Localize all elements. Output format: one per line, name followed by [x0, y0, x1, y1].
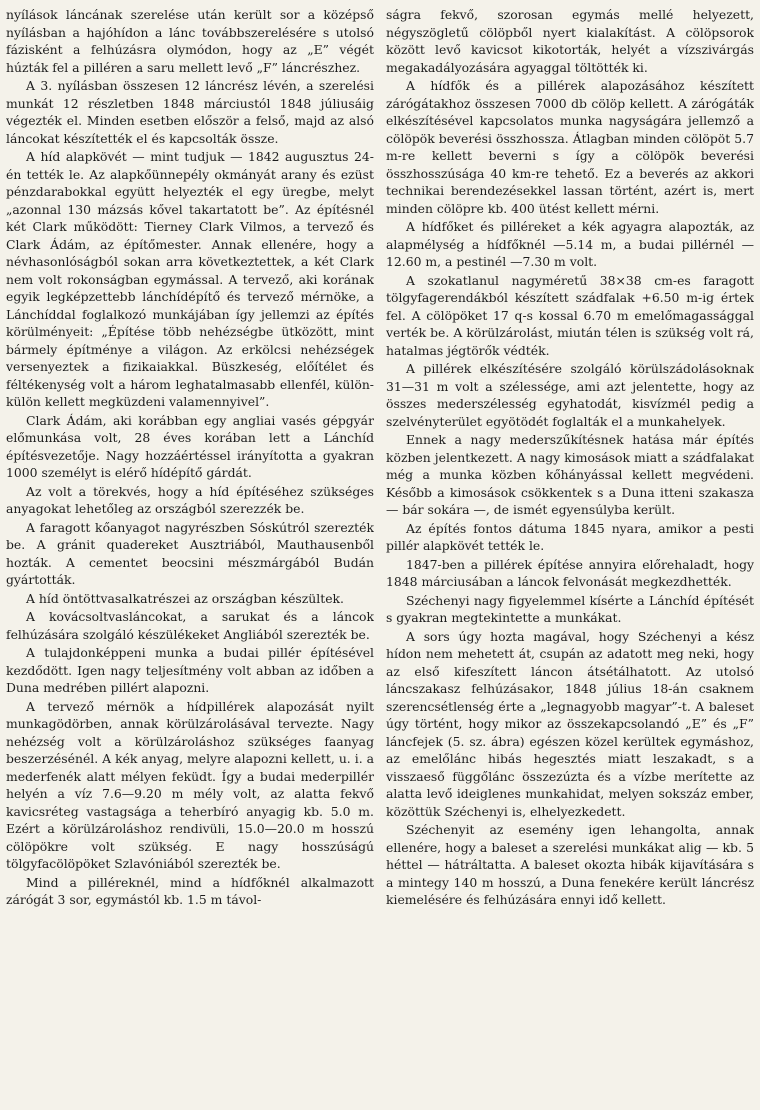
- paragraph: A szokatlanul nagyméretű 38×38 cm-es faragott tölgyfagerendákból készített szádfalak +6.50 m-ig értek fel. A cölöpöket 17 q-s kossal 6.70 m emelőmagassággal verték be. A körülzárolást, miután télen is szükség volt rá, hatalmas jégtörők védték.: [386, 272, 754, 358]
- paragraph: ságra fekvő, szorosan egymás mellé helyezett, négyszögletű cölöpből nyert kialakítást. A cölöpsorok között levő kavicsot kikotorták, helyét a vízszivárgás megakadályozására agyaggal töltötték ki.: [386, 7, 754, 75]
- paragraph: Clark Ádám, aki korábban egy angliai vasés gépgyár előmunkása volt, 28 éves korában lett a Lánchíd építésvezetője. Nagy hozzáértéssel irányította a gyakran 1000 személyt is elérő hídépítő gárdát.: [6, 412, 374, 480]
- paragraph: A 3. nyílásban összesen 12 láncrész lévén, a szerelési munkát 12 részletben 1848 márciustól 1848 júliusáig végezték el. Minden esetben először a felső, majd az alsó láncokat készítették el és kapcsolták össze.: [6, 78, 374, 146]
- paragraph: A pillérek elkészítésére szolgáló körülszádolásoknak 31—31 m volt a szélessége, ami azt jelentette, hogy az összes mederszélesség egyhatodát, kisvízmél pedig a szelvényterület egyötödét foglalták el a munkahelyek.: [386, 361, 754, 429]
- paragraph: nyílások láncának szerelése után került sor a középső nyílásban a hajóhídon a lánc továbbszerelésére s utolsó fázisként a felhúzásra olymódon, hogy az „E” végét húzták fel a pilléren a saru mellett levő „F” láncrészhez.: [6, 7, 374, 75]
- paragraph: A tervező mérnök a hídpillérek alapozását nyilt munkagödörben, annak körülzárolásával tervezte. Nagy nehézség volt a körülzároláshoz szükséges faanyag beszerzésénél. A kék anyag, melyre alapozni kellett, u. i. a mederfenék alatt mélyen feküdt. Így a budai mederpillér helyén a víz 7.6—9.20 m mély volt, az alatta fekvő kavicsréteg vastagsága a teherbíró anyagig kb. 5.0 m. Ezért a körülzároláshoz rendivüli, 15.0—20.0 m hosszú cölöpökre volt szükség. E nagy hosszúságú tölgyfacölöpöket Szlavóniából szerezték be.: [6, 698, 374, 871]
- paragraph: A sors úgy hozta magával, hogy Széchenyi a kész hídon nem mehetett át, csupán az adatott meg neki, hogy az első kifeszített láncon átsétálhatott. Az utolsó láncszakasz felhúzásakor, 1848 július 18-án csaknem szerencsétlenség érte a „legnagyobb magyar”-t. A baleset úgy történt, hogy mikor az összekapcsolandó „E” és „F” láncfejek (5. sz. ábra) egészen közel kerültek egymáshoz, az emelőlánc hibás hegesztés miatt leszakadt, s a visszaeső függőlánc összezúzta és a vízbe merítette az alatta levő ideiglenes munkahidat, melyen sokszáz ember, közöttük Széchenyi is, elhelyezkedett.: [386, 628, 754, 819]
- paragraph: A hídfőket és pilléreket a kék agyagra alapozták, az alapmélység a hídfőknél —5.14 m, a budai pillérnél —12.60 m, a pestinél —7.30 m volt.: [386, 219, 754, 269]
- paragraph: Mind a pilléreknél, mind a hídfőknél alkalmazott zárógát 3 sor, egymástól kb. 1.5 m távol-: [6, 874, 374, 907]
- paragraph: A híd öntöttvasalkatrészei az országban készültek.: [26, 590, 344, 606]
- paragraph: A híd alapkövét — mint tudjuk — 1842 augusztus 24-én tették le. Az alapkőünnepély okmányát arany és ezüst pénzdarabokkal együtt helyezték el egy üregbe, melyt „azonnal 130 mázsás kővel takartatott be”. Az építésnél két Clark működött: Tierney Clark Vilmos, a tervező és Clark Ádám, az építőmester. Annak ellenére, hogy a névhasonlóságból sokan arra következtettek, a két Clark nem volt rokonságban egymással. A tervező, aki korának egyik legképzettebb lánchídépítő és tervező mérnöke, a Lánchíddal foglalkozó munkájában így jellemzi az építés körülményeit: „Építése több nehézségbe ütközött, mint bármely építménye a világon. Az erkölcsi nehézségek versenyeztek a fizikaiakkal. Büszkeség, előítélet és féltékenység volt a három leghatalmasabb ellenfél, külön-külön kellett megküzdeni valamennyivel”.: [6, 149, 374, 409]
- paragraph: A hídfők és a pillérek alapozásához készített zárógátakhoz összesen 7000 db cölöp kellett. A zárógáták elkészítésével kapcsolatos munka nagyságára jellemző a cölöpök beverési összhossza. Átlagban minden cölöpöt 5.7 m-re kellett beverni s így a cölöpök beverési összhosszúsága 40 km-re tehető. Ez a beverés az akkori technikai berendezésekkel lassan történt, azért is, mert minden cölöpre kb. 400 ütést kellett mérni.: [386, 78, 754, 216]
- paragraph: Ennek a nagy mederszűkítésnek hatása már építés közben jelentkezett. A nagy kimosások miatt a szádfalakat még a munka közben kőhányással kellett megvédeni. Később a kimosások csökkentek s a Duna itteni szakasza — bár sokára —, de ismét egyensúlyba került.: [386, 432, 754, 517]
- paragraph: Széchenyit az esemény igen lehangolta, annak ellenére, hogy a baleset a szerelési munkákat alig — kb. 5 héttel — hátráltatta. A baleset okozta hibák kijavítására s a mintegy 140 m hosszú, a Duna fenekére került láncrész kiemelésére és felhúzására ennyi idő kellett.: [386, 822, 754, 907]
- paragraph: Széchenyi nagy figyelemmel kísérte a Lánchíd építését s gyakran megtekintette a munkákat.: [386, 592, 754, 625]
- paragraph: Az volt a törekvés, hogy a híd építéséhez szükséges anyagokat lehetőleg az országból szerezzék be.: [6, 483, 374, 516]
- right-text-column: [386, 6, 754, 1110]
- left-text-column: [6, 6, 374, 1110]
- paragraph: A kovácsoltvasláncokat, a sarukat és a láncok felhúzására szolgáló készülékeket Angliából szerezték be.: [6, 609, 374, 642]
- paragraph: A tulajdonképpeni munka a budai pillér építésével kezdődött. Igen nagy teljesítmény volt abban az időben a Duna medrében pillért alapozni.: [6, 645, 374, 695]
- paragraph: A faragott kőanyagot nagyrészben Sóskútról szerezték be. A gránit quadereket Ausztriából, Mauthausenből hozták. A cementet beocsini mészmárgából Budán gyártották.: [6, 519, 374, 587]
- paragraph: 1847-ben a pillérek építése annyira előrehaladt, hogy 1848 márciusában a láncok felvonását megkezdhették.: [386, 556, 754, 589]
- paragraph: Az építés fontos dátuma 1845 nyara, amikor a pesti pillér alapkövét tették le.: [386, 520, 754, 553]
